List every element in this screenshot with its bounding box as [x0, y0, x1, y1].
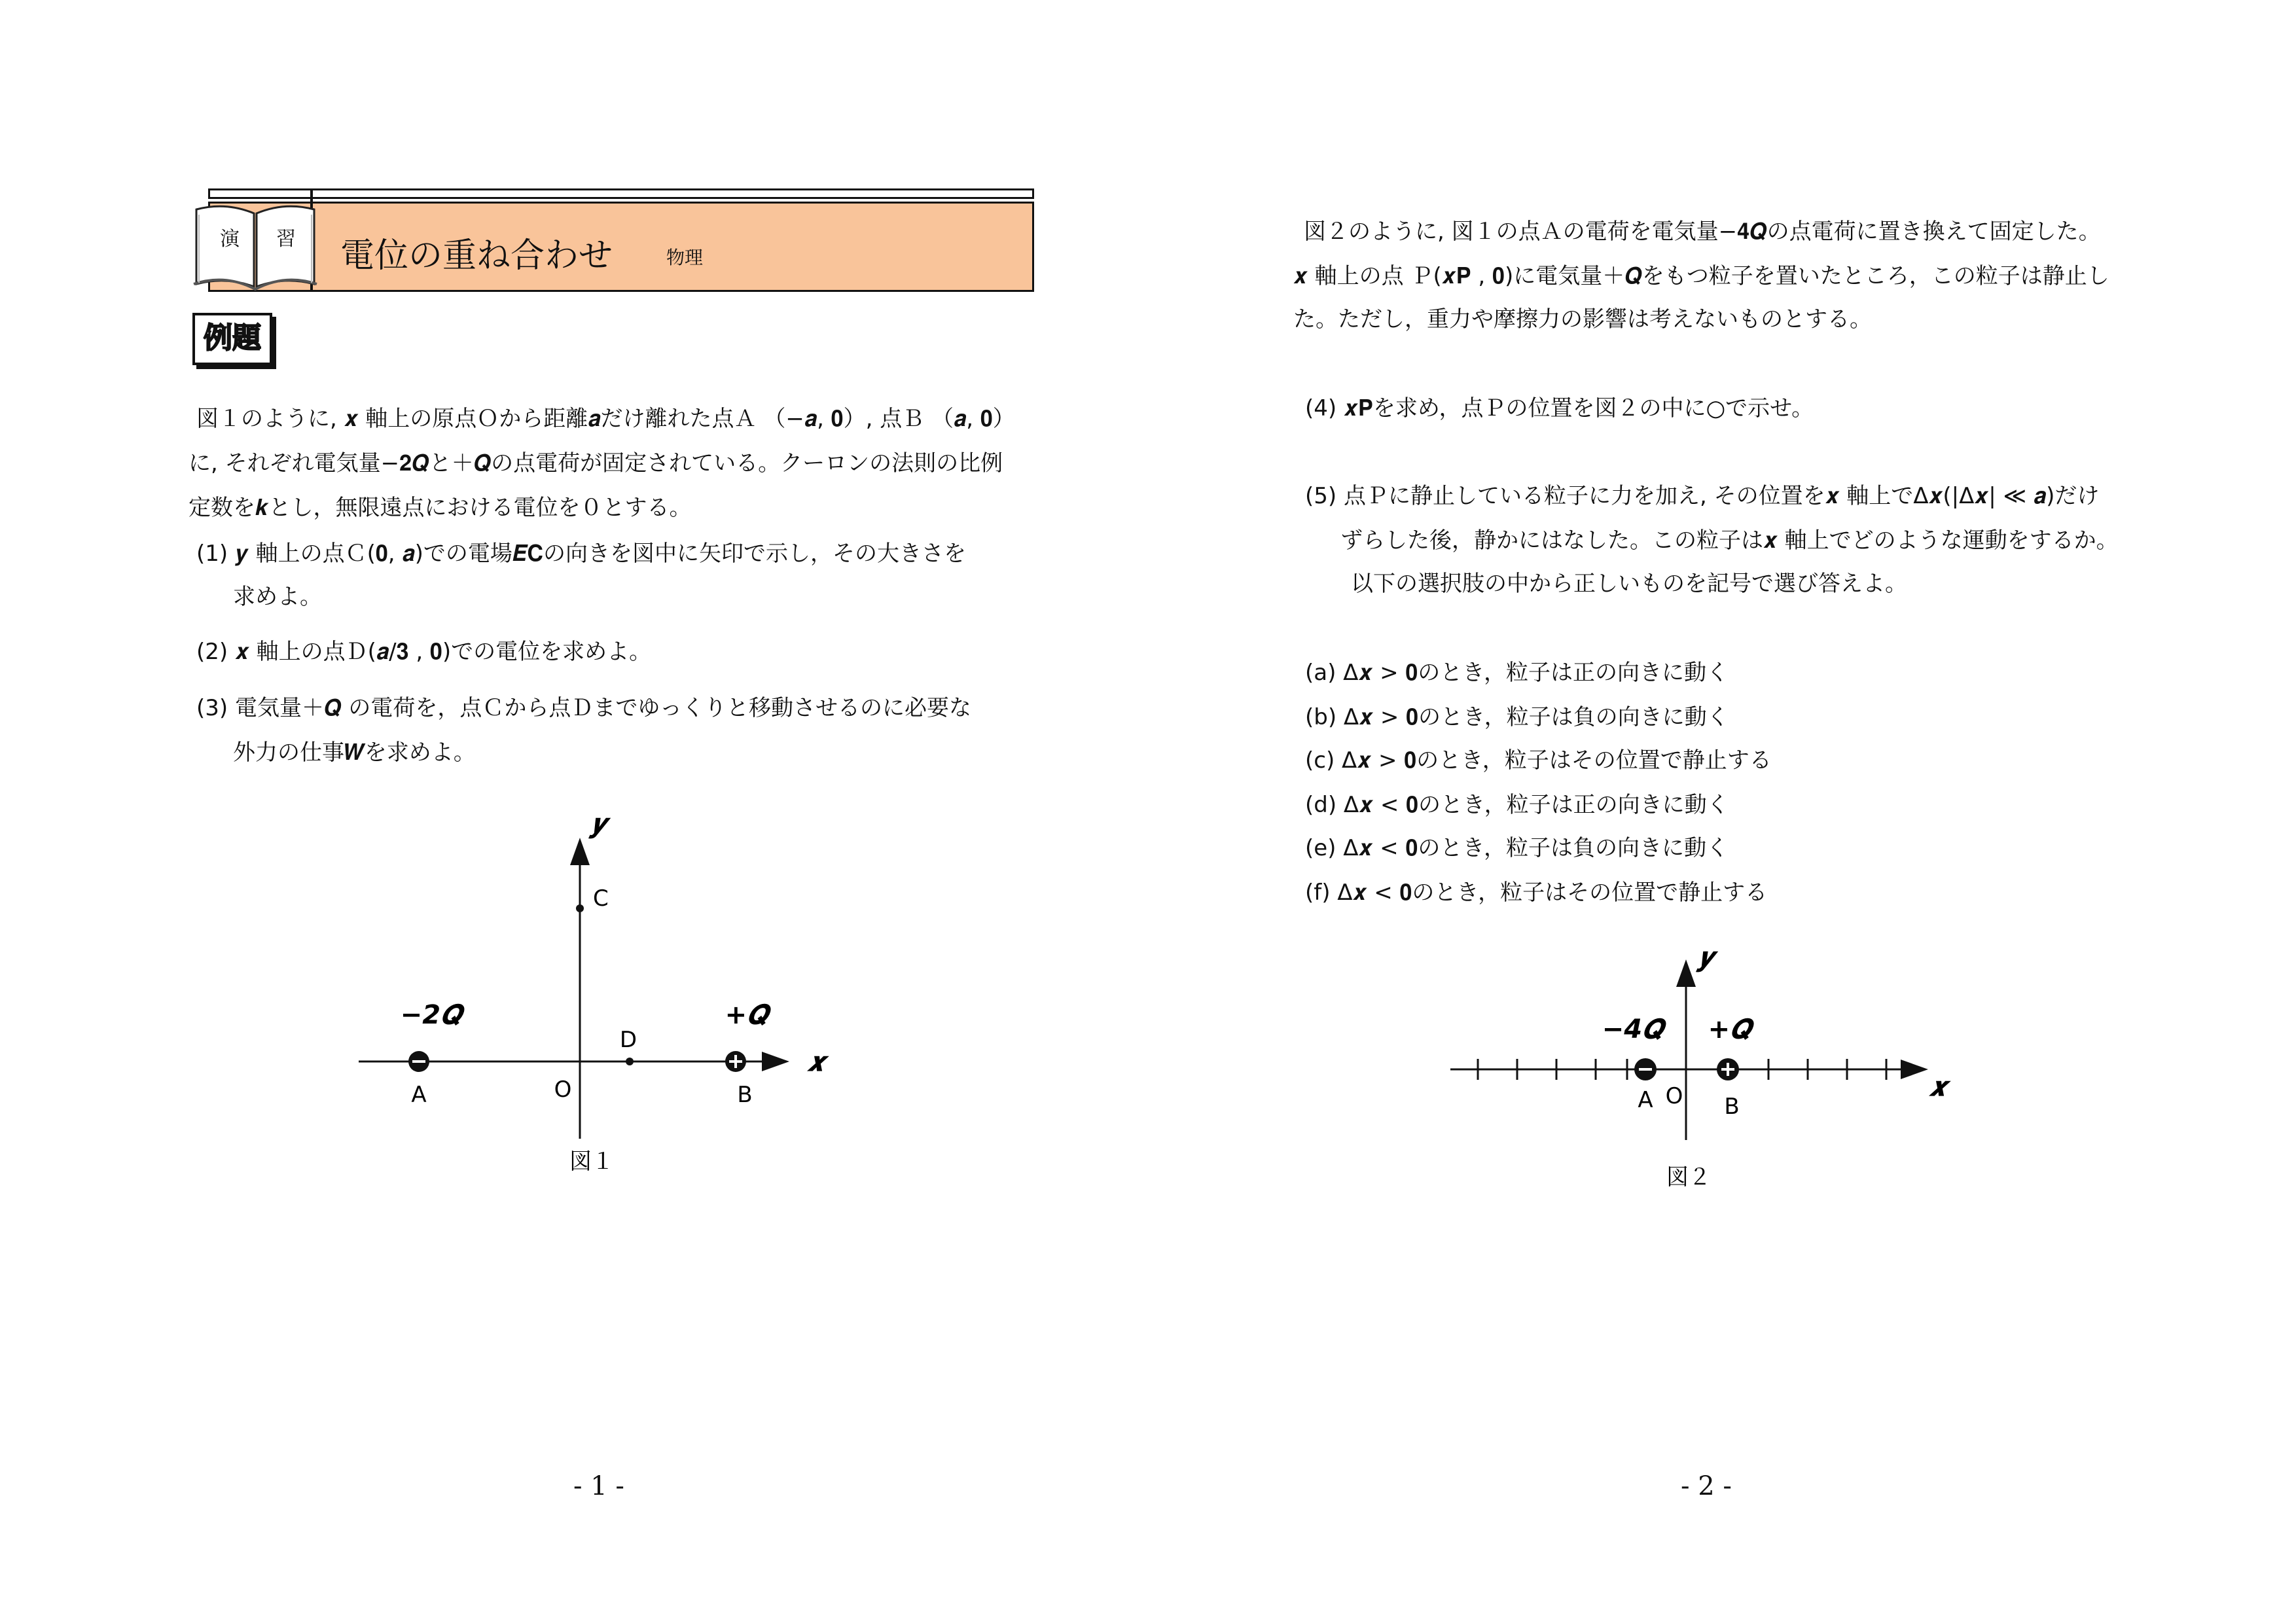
book-kanji-left: 演: [220, 228, 240, 251]
fig2-charge-b-label: +𝑸: [1708, 1014, 1751, 1044]
p2-intro-line-2: 𝒙 軸上の点 Ｐ(𝒙𝐏 , 𝟎)に電気量＋𝑸をもつ粒子を置いたところ，この粒子は静止し: [1293, 263, 2109, 289]
fig2-label-a: A: [1638, 1087, 1653, 1113]
choice-f: (f) Δ𝒙 < 𝟎のとき，粒子はその位置で静止する: [1305, 880, 1768, 906]
header-body: [208, 202, 1034, 292]
subject-label: 物理: [666, 247, 704, 268]
choice-b: (b) Δ𝒙 > 𝟎のとき，粒子は負の向きに動く: [1305, 704, 1729, 730]
fig1-axis-x-label: 𝒙: [808, 1047, 825, 1077]
fig1-label-o: O: [554, 1077, 572, 1103]
fig2-label-o: O: [1665, 1083, 1683, 1109]
figure-1: [327, 798, 864, 1191]
figure-2: [1427, 929, 1977, 1204]
question-2: (2) 𝒙 軸上の点Ｄ(𝒂/𝟑 , 𝟎)での電位を求めよ。: [196, 639, 652, 665]
fig1-point-c: [576, 904, 584, 912]
fig1-label-c: C: [593, 885, 609, 912]
question-5-line-3: 以下の選択肢の中から正しいものを記号で選び答えよ。: [1351, 571, 1907, 597]
question-1-line-1: (1) 𝒚 軸上の点Ｃ(𝟎, 𝒂)での電場𝑬𝐂の向きを図中に矢印で示し，その大きさを: [196, 541, 967, 567]
page-number-2: - 2 -: [1681, 1471, 1732, 1501]
fig2-charge-a-label: −4𝑸: [1602, 1014, 1663, 1044]
p1-intro-line-1: 図１のように, 𝒙 軸上の原点Ｏから距離𝒂だけ離れた点Ａ （−𝒂, 𝟎）, 点Ｂ （𝒂, 𝟎）: [196, 406, 1015, 432]
header-top-bar: [208, 188, 1034, 199]
fig2-axis-x-label: 𝒙: [1929, 1072, 1946, 1102]
p2-intro-line-3: た。ただし，重力や摩擦力の影響は考えないものとする。: [1293, 306, 1872, 332]
choice-a: (a) Δ𝒙 > 𝟎のとき，粒子は正の向きに動く: [1305, 660, 1729, 686]
open-book-icon: [190, 200, 321, 292]
page-title: 電位の重ね合わせ: [340, 236, 613, 276]
p1-intro-line-2: に, それぞれ電気量−𝟐𝑸と＋𝑸の点電荷が固定されている。クーロンの法則の比例: [188, 450, 1003, 476]
fig1-label-a: A: [411, 1082, 427, 1108]
book-kanji-right: 習: [276, 228, 296, 251]
fig2-axis-y-label: 𝒚: [1698, 942, 1714, 972]
page-number-1: - 1 -: [573, 1471, 624, 1501]
question-5-line-1: (5) 点Ｐに静止している粒子に力を加え, その位置を𝒙 軸上でΔ𝒙(|Δ𝒙| ≪ 𝒂)だけ: [1305, 483, 2100, 509]
fig1-label-b: B: [737, 1082, 753, 1108]
choice-d: (d) Δ𝒙 < 𝟎のとき，粒子は正の向きに動く: [1305, 792, 1729, 818]
choice-e: (e) Δ𝒙 < 𝟎のとき，粒子は負の向きに動く: [1305, 835, 1729, 861]
example-badge: 例題: [192, 313, 272, 365]
fig1-caption: 図１: [569, 1149, 614, 1175]
fig1-label-d: D: [619, 1027, 637, 1053]
question-3-line-1: (3) 電気量＋𝑸 の電荷を，点Ｃから点Ｄまでゆっくりと移動させるのに必要な: [196, 695, 972, 721]
fig1-charge-a-label: −2𝑸: [400, 1000, 461, 1030]
p1-intro-line-3: 定数を𝒌とし，無限遠点における電位を０とする。: [188, 495, 692, 521]
p2-intro-line-1: 図２のように, 図１の点Ａの電荷を電気量−𝟒𝑸の点電荷に置き換えて固定した。: [1304, 219, 2101, 245]
fig1-axis-y-label: 𝒚: [590, 809, 607, 839]
fig1-charge-b-label: +𝑸: [725, 1000, 768, 1030]
question-1-line-2: 求めよ。: [233, 584, 322, 610]
header-banner: [208, 188, 1034, 292]
question-3-line-2: 外力の仕事𝑾を求めよ。: [233, 740, 476, 766]
question-5-line-2: ずらした後，静かにはなした。この粒子は𝒙 軸上でどのような運動をするか。: [1340, 527, 2119, 554]
choice-c: (c) Δ𝒙 > 𝟎のとき，粒子はその位置で静止する: [1305, 747, 1772, 774]
question-4: (4) 𝒙𝐏を求め，点Ｐの位置を図２の中に○で示せ。: [1305, 395, 1814, 421]
fig2-caption: 図２: [1666, 1164, 1711, 1190]
fig2-label-b: B: [1724, 1094, 1740, 1120]
fig1-point-d: [626, 1058, 634, 1065]
